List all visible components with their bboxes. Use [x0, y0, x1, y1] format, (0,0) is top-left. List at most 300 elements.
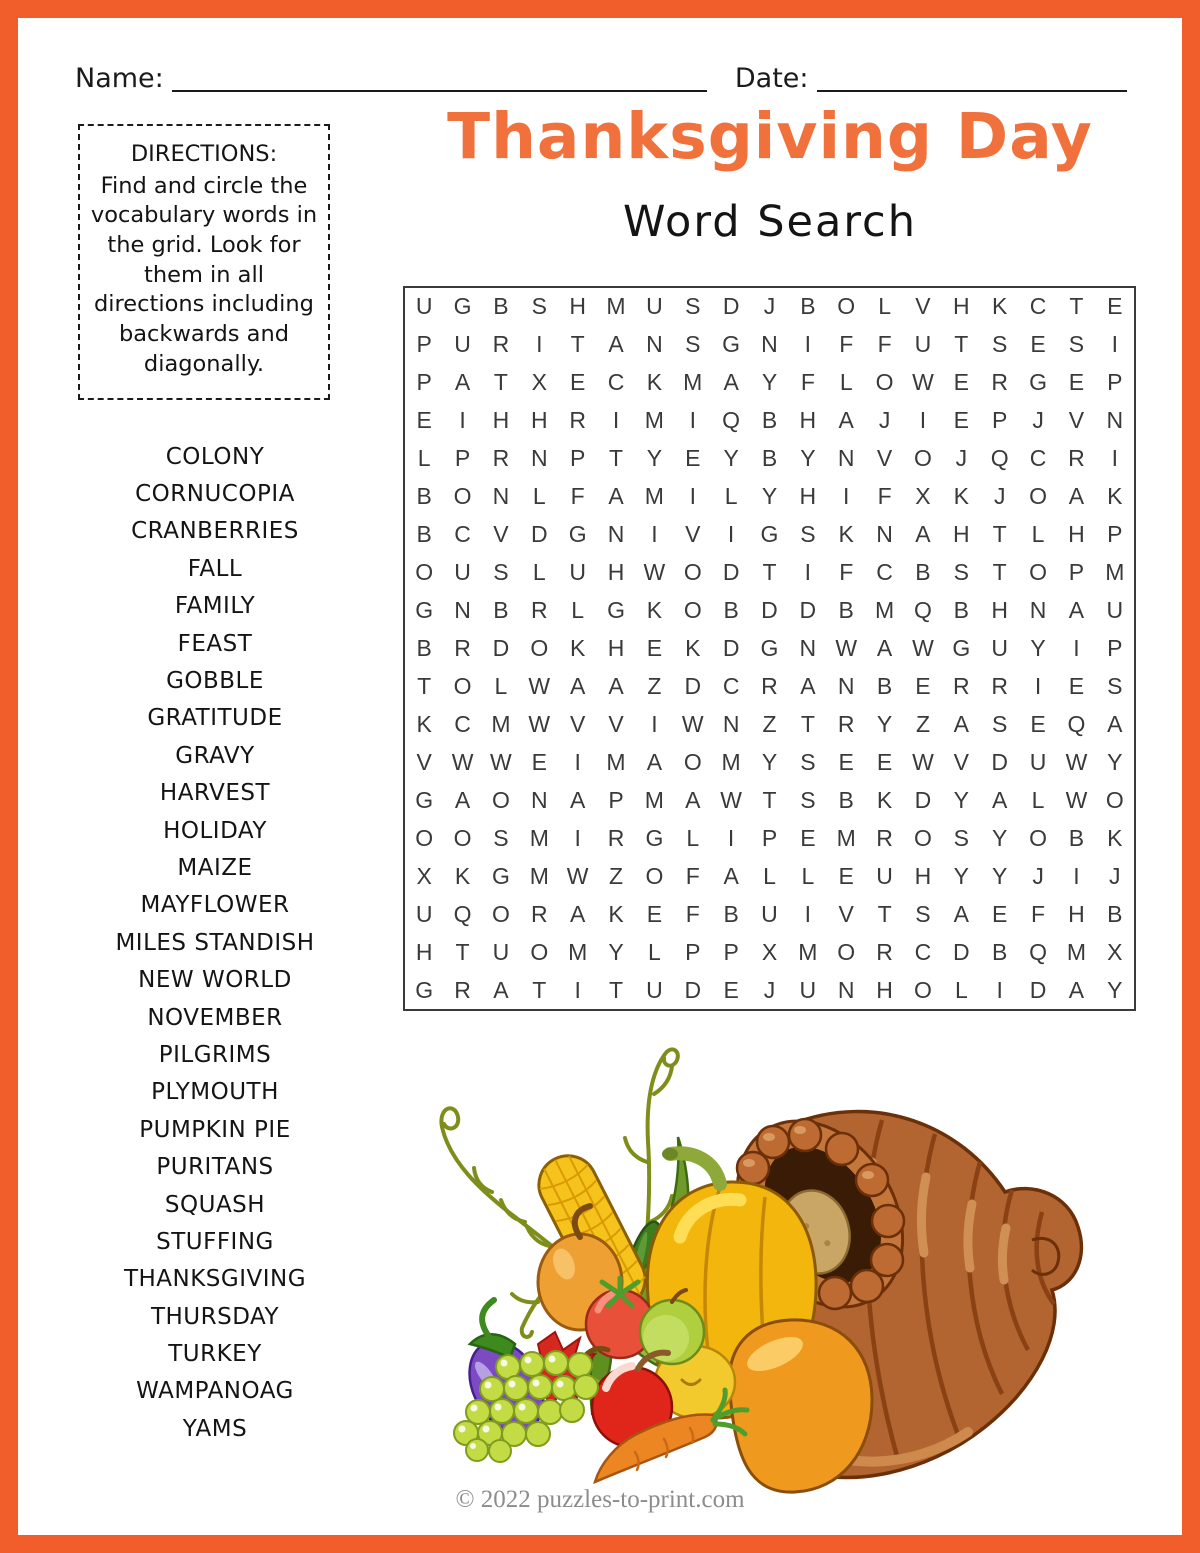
grid-cell: B	[493, 597, 509, 624]
grid-cell: W	[681, 710, 704, 737]
grid-cell: O	[1029, 559, 1048, 586]
grid-cell: H	[799, 483, 817, 510]
grid-cell: L	[686, 824, 700, 851]
grid-cell: A	[608, 672, 624, 699]
grid-cell: E	[992, 900, 1008, 927]
grid-cell: I	[536, 331, 543, 358]
grid-cell: W	[528, 710, 551, 737]
grid-cell: C	[914, 938, 932, 965]
grid-cell: K	[685, 634, 701, 661]
grid-cell: K	[569, 634, 586, 661]
grid-cell: B	[416, 521, 432, 548]
grid-cell: P	[761, 824, 778, 851]
grid-cell: Z	[647, 672, 662, 699]
grid-cell: O	[453, 672, 472, 699]
grid-cell: W	[720, 786, 742, 813]
grid-cell: S	[915, 900, 931, 927]
grid-cell: T	[493, 369, 508, 396]
grid-cell: F	[839, 559, 854, 586]
grid-cell: F	[685, 900, 700, 927]
grid-cell: I	[804, 331, 812, 358]
grid-cell: A	[1068, 597, 1085, 624]
grid-cell: F	[1031, 900, 1046, 927]
grid-cell: T	[570, 331, 585, 358]
grid-cell: U	[799, 976, 817, 1003]
grid-cell: S	[493, 824, 509, 851]
grid-cell: L	[532, 559, 546, 586]
date-blank-line	[817, 66, 1128, 92]
grid-cell: L	[494, 672, 508, 699]
grid-cell: L	[571, 597, 585, 624]
grid-cell: U	[646, 293, 663, 320]
grid-cell: V	[493, 521, 509, 548]
grid-cell: A	[838, 407, 854, 434]
orange-squash	[729, 1320, 872, 1492]
grid-cell: R	[991, 369, 1009, 396]
grid-cell: I	[651, 710, 658, 737]
grid-cell: T	[1069, 293, 1084, 320]
grid-cell: E	[953, 407, 969, 434]
name-date-row	[75, 64, 1127, 94]
grid-cell: M	[875, 597, 895, 624]
grid-cell: Y	[723, 445, 739, 472]
grid-cell: L	[954, 976, 968, 1003]
grid-cell: M	[644, 483, 664, 510]
grid-cell: G	[491, 862, 510, 889]
grid-cell: M	[491, 710, 511, 737]
word-list-item: GOBBLE	[166, 668, 264, 695]
grid-cell: I	[804, 559, 812, 586]
grid-cell: U	[415, 900, 433, 927]
word-list-item: CRANBERRIES	[131, 518, 299, 545]
grid-cell: Q	[914, 597, 932, 624]
grid-cell: N	[492, 483, 510, 510]
grid-cell: N	[530, 786, 548, 813]
grid-cell: J	[763, 976, 776, 1003]
grid-cell: N	[454, 597, 471, 624]
grid-cell: O	[683, 748, 702, 775]
grid-cell: B	[416, 483, 432, 510]
grid-cell: I	[804, 900, 812, 927]
grid-cell: K	[646, 369, 663, 396]
grid-cell: K	[646, 597, 663, 624]
grid-cell: A	[992, 786, 1008, 813]
grid-cell: O	[875, 369, 894, 396]
word-list-item: CORNUCOPIA	[135, 481, 295, 508]
grid-cell: S	[685, 331, 701, 358]
grid-cell: Y	[992, 862, 1008, 889]
grid-cell: V	[953, 748, 969, 775]
grid-cell: A	[454, 786, 471, 813]
grid-cell: C	[454, 710, 471, 737]
grid-cell: S	[800, 748, 816, 775]
grid-cell: E	[569, 369, 586, 396]
grid-cell: X	[915, 483, 931, 510]
grid-cell: E	[723, 976, 739, 1003]
grid-cell: I	[689, 407, 696, 434]
grid-cell: W	[1065, 786, 1088, 813]
grid-cell: G	[415, 976, 434, 1003]
grid-cell: A	[493, 976, 509, 1003]
grid-cell: U	[646, 976, 663, 1003]
grid-cell: Y	[953, 862, 969, 889]
grid-cell: J	[993, 483, 1006, 510]
grid-cell: D	[492, 634, 510, 661]
grid-cell: K	[454, 862, 471, 889]
grid-cell: N	[530, 445, 548, 472]
grid-cell: R	[837, 710, 855, 737]
grid-cell: O	[530, 938, 549, 965]
grid-cell: D	[684, 672, 702, 699]
grid-cell: E	[685, 445, 701, 472]
grid-cell: D	[761, 597, 778, 624]
grid-cell: X	[531, 369, 547, 396]
grid-cell: I	[843, 483, 850, 510]
grid-cell: A	[569, 900, 586, 927]
grid-cell: R	[530, 900, 548, 927]
word-list-item: YAMS	[182, 1415, 248, 1442]
grid-cell: A	[1107, 710, 1123, 737]
page-title: Thanksgiving Day	[447, 100, 1093, 173]
grid-cell: U	[569, 559, 586, 586]
word-grid	[403, 286, 1136, 1011]
grid-cell: N	[876, 521, 893, 548]
grid-cell: E	[1107, 293, 1123, 320]
grid-cell: F	[877, 331, 892, 358]
grid-cell: W	[490, 748, 512, 775]
grid-cell: I	[1073, 862, 1080, 889]
grid-cell: G	[568, 521, 587, 548]
grid-cell: T	[800, 710, 815, 737]
grid-cell: G	[645, 824, 664, 851]
grid-cell: C	[876, 559, 893, 586]
grid-cell: V	[876, 445, 893, 472]
grid-cell: T	[992, 521, 1007, 548]
grid-cell: V	[416, 748, 432, 775]
grid-cell: N	[1029, 597, 1047, 624]
grid-cell: W	[1065, 748, 1088, 775]
grid-cell: K	[953, 483, 969, 510]
grid-cell: O	[453, 483, 472, 510]
grid-cell: A	[915, 521, 931, 548]
grid-cell: U	[415, 293, 433, 320]
grid-cell: A	[723, 862, 739, 889]
grid-cell: M	[798, 938, 818, 965]
word-list-item: PILGRIMS	[158, 1041, 272, 1068]
grid-cell: L	[878, 293, 891, 320]
grid-cell: T	[954, 331, 969, 358]
grid-cell: T	[762, 786, 777, 813]
grid-cell: F	[685, 862, 700, 889]
grid-cell: L	[532, 483, 546, 510]
grid-cell: M	[721, 748, 741, 775]
word-list-item: THURSDAY	[150, 1303, 280, 1330]
word-list-item: MAYFLOWER	[140, 892, 290, 919]
grid-cell: Y	[761, 748, 778, 775]
grid-cell: O	[491, 900, 510, 927]
grid-cell: I	[996, 976, 1003, 1003]
grid-cell: M	[644, 407, 664, 434]
grid-cell: H	[1068, 521, 1085, 548]
grid-cell: D	[953, 938, 970, 965]
grid-cell: T	[877, 900, 892, 927]
grid-cell: O	[530, 634, 549, 661]
grid-cell: O	[415, 824, 434, 851]
copyright-footer: © 2022 puzzles-to-print.com	[455, 1486, 745, 1513]
grid-cell: S	[992, 710, 1008, 737]
grid-cell: G	[952, 634, 971, 661]
grid-cell: J	[878, 407, 891, 434]
grid-cell: L	[801, 862, 815, 889]
grid-cell: E	[876, 748, 893, 775]
word-list-item: PUMPKIN PIE	[139, 1116, 291, 1143]
grid-cell: I	[727, 824, 735, 851]
grid-cell: F	[877, 483, 892, 510]
word-list-item: PURITANS	[156, 1154, 274, 1181]
grid-cell: Y	[761, 369, 778, 396]
grid-cell: G	[1029, 369, 1048, 396]
grid-cell: M	[529, 824, 549, 851]
grid-cell: O	[914, 445, 932, 472]
grid-cell: N	[837, 672, 855, 699]
grid-cell: E	[416, 407, 432, 434]
grid-cell: O	[914, 976, 932, 1003]
grid-cell: H	[415, 938, 433, 965]
grid-cell: M	[529, 862, 549, 889]
grid-cell: W	[835, 634, 858, 661]
grid-cell: J	[1032, 407, 1044, 434]
grid-cell: H	[953, 293, 970, 320]
grid-cell: N	[1106, 407, 1124, 434]
word-list-item: FEAST	[177, 630, 253, 657]
grid-cell: W	[912, 634, 934, 661]
grid-cell: Z	[915, 710, 930, 737]
grid-cell: B	[953, 597, 969, 624]
grid-cell: C	[1029, 445, 1047, 472]
grid-cell: R	[454, 976, 471, 1003]
grid-cell: Y	[646, 445, 663, 472]
grid-cell: I	[574, 824, 581, 851]
grid-cell: O	[415, 559, 434, 586]
grid-cell: U	[492, 938, 510, 965]
grid-cell: R	[492, 331, 510, 358]
grid-cell: I	[651, 521, 658, 548]
grid-cell: L	[724, 483, 738, 510]
grid-cell: O	[683, 559, 702, 586]
grid-cell: Q	[722, 407, 741, 434]
grid-cell: Y	[761, 483, 778, 510]
word-list-item: COLONY	[165, 443, 265, 470]
grid-cell: B	[838, 786, 854, 813]
grid-cell: A	[953, 900, 969, 927]
grid-cell: A	[876, 634, 893, 661]
grid-cell: V	[608, 710, 624, 737]
grid-cell: O	[837, 293, 856, 320]
grid-cell: H	[799, 407, 817, 434]
grid-cell: T	[608, 445, 624, 472]
grid-cell: M	[606, 293, 626, 320]
grid-cell: E	[646, 900, 663, 927]
grid-cell: R	[876, 938, 893, 965]
grid-cell: U	[454, 331, 471, 358]
grid-cell: I	[574, 976, 581, 1003]
grid-cell: D	[722, 634, 740, 661]
word-list-item: FAMILY	[174, 593, 256, 620]
grid-cell: K	[1107, 483, 1123, 510]
grid-cell: G	[722, 331, 741, 358]
grid-cell: L	[763, 862, 776, 889]
grid-cell: T	[455, 938, 470, 965]
word-list-item: HOLIDAY	[163, 817, 267, 844]
grid-cell: O	[1029, 824, 1048, 851]
grid-cell: M	[1066, 938, 1087, 965]
grid-cell: T	[762, 559, 777, 586]
grid-cell: V	[838, 900, 854, 927]
directions-heading: DIRECTIONS:	[130, 141, 278, 167]
word-list-item: TURKEY	[168, 1341, 262, 1368]
grid-cell: S	[531, 293, 547, 320]
grid-cell: O	[914, 824, 932, 851]
word-list-item: WAMPANOAG	[136, 1378, 294, 1405]
grid-cell: P	[992, 407, 1008, 434]
grid-cell: F	[570, 483, 585, 510]
grid-cell: I	[612, 407, 620, 434]
grid-cell: Q	[990, 445, 1009, 472]
grid-cell: G	[760, 521, 779, 548]
grid-cell: E	[838, 862, 854, 889]
page-subtitle: Word Search	[623, 197, 917, 247]
grid-cell: A	[685, 786, 701, 813]
grid-cell: G	[760, 634, 779, 661]
grid-cell: W	[912, 369, 934, 396]
grid-cell: O	[1105, 786, 1124, 813]
grid-cell: I	[1034, 672, 1042, 699]
grid-cell: L	[839, 369, 853, 396]
grid-cell: R	[607, 824, 625, 851]
grid-cell: S	[992, 331, 1008, 358]
grid-cell: O	[453, 824, 472, 851]
grid-cell: G	[415, 786, 434, 813]
grid-cell: L	[1031, 521, 1045, 548]
grid-cell: S	[953, 824, 969, 851]
grid-cell: V	[569, 710, 586, 737]
grid-cell: P	[1107, 369, 1123, 396]
grid-cell: G	[453, 293, 472, 320]
grid-cell: P	[569, 445, 586, 472]
grid-cell: W	[451, 748, 474, 775]
grid-cell: B	[723, 597, 739, 624]
grid-cell: Y	[1107, 748, 1123, 775]
grid-cell: Y	[1030, 634, 1046, 661]
grid-cell: B	[876, 672, 893, 699]
grid-cell: U	[761, 900, 778, 927]
directions-text: Find and circle the vocabulary words in the grid. Look for them in all directions including backwards and diagonally.	[90, 172, 318, 377]
grid-cell: P	[416, 331, 432, 358]
grid-cell: O	[683, 597, 702, 624]
grid-cell: W	[528, 672, 551, 699]
word-list-item: PLYMOUTH	[151, 1079, 279, 1106]
grid-cell: C	[454, 521, 471, 548]
grid-cell: O	[645, 862, 664, 889]
grid-cell: M	[836, 824, 856, 851]
grid-cell: P	[685, 938, 701, 965]
grid-cell: A	[800, 672, 816, 699]
grid-cell: H	[914, 862, 932, 889]
cornucopia-illustration	[420, 1032, 1120, 1502]
grid-cell: X	[761, 938, 778, 965]
grid-cell: M	[568, 938, 588, 965]
grid-cell: P	[608, 786, 624, 813]
grid-cell: H	[953, 521, 970, 548]
word-list-item: GRATITUDE	[147, 705, 283, 732]
grid-cell: P	[723, 938, 739, 965]
grid-cell: E	[800, 824, 816, 851]
word-list-item: MAIZE	[177, 854, 253, 881]
grid-cell: Y	[1107, 976, 1123, 1003]
grid-cell: Y	[953, 786, 969, 813]
grid-cell: G	[607, 597, 625, 624]
grid-cell: E	[953, 369, 969, 396]
grid-cell: X	[1107, 938, 1123, 965]
grid-cell: D	[722, 293, 740, 320]
grid-cell: O	[1029, 483, 1048, 510]
grid-cell: E	[646, 634, 663, 661]
grid-cell: I	[459, 407, 466, 434]
grid-cell: W	[912, 748, 934, 775]
grid-cell: I	[919, 407, 927, 434]
word-list-item: THANKSGIVING	[123, 1266, 307, 1293]
grid-cell: D	[1029, 976, 1047, 1003]
grid-cell: E	[1030, 710, 1046, 737]
grid-cell: B	[1107, 900, 1123, 927]
grid-cell: K	[838, 521, 854, 548]
grid-cell: O	[837, 938, 856, 965]
grid-cell: P	[416, 369, 432, 396]
grid-cell: P	[1068, 559, 1085, 586]
grid-cell: W	[566, 862, 589, 889]
word-list-item: SQUASH	[164, 1191, 266, 1218]
grid-cell: A	[569, 672, 586, 699]
grid-cell: B	[992, 938, 1008, 965]
grid-cell: D	[684, 976, 702, 1003]
grid-cell: A	[1068, 483, 1085, 510]
grid-cell: Q	[453, 900, 472, 927]
word-list-item: STUFFING	[156, 1228, 274, 1255]
grid-cell: R	[876, 824, 893, 851]
grid-cell: N	[607, 521, 625, 548]
grid-cell: N	[837, 445, 855, 472]
grid-cell: S	[953, 559, 969, 586]
grid-cell: J	[1109, 862, 1121, 889]
grid-cell: B	[723, 900, 739, 927]
grid-cell: K	[992, 293, 1008, 320]
grid-cell: V	[915, 293, 931, 320]
grid-cell: A	[646, 748, 663, 775]
grid-cell: A	[723, 369, 739, 396]
grid-cell: B	[761, 407, 778, 434]
grid-cell: U	[914, 331, 932, 358]
grid-cell: T	[608, 976, 624, 1003]
grid-cell: L	[1031, 786, 1045, 813]
grid-cell: M	[606, 748, 626, 775]
grid-cell: I	[1111, 445, 1118, 472]
grid-cell: B	[915, 559, 931, 586]
grid-cell: R	[454, 634, 471, 661]
grid-cell: R	[569, 407, 586, 434]
grid-cell: Y	[992, 824, 1008, 851]
grid-cell: S	[1107, 672, 1123, 699]
grid-cell: B	[493, 293, 509, 320]
